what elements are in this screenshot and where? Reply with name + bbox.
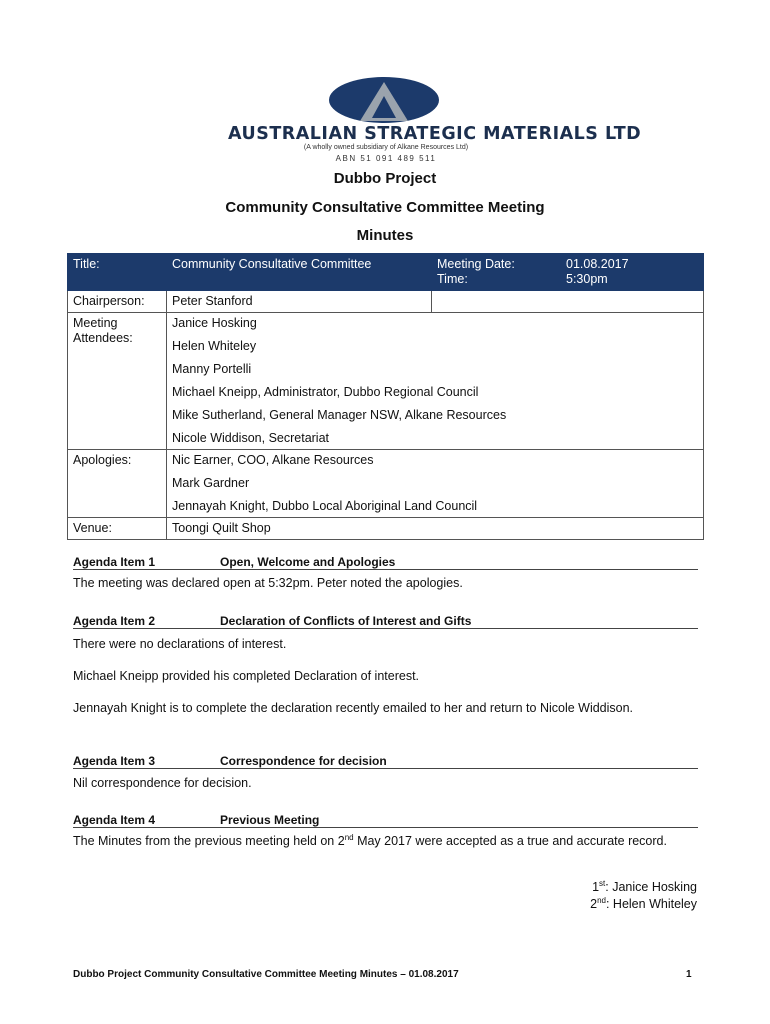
attendees-row <box>68 313 704 450</box>
attendees-label-line-1: Meeting <box>73 316 118 330</box>
venue-label: Venue: <box>68 518 167 540</box>
agenda-item-2-text-1: There were no declarations of interest. <box>73 637 287 651</box>
attendee: Helen Whiteley <box>172 339 257 353</box>
page-number: 1 <box>686 969 692 980</box>
title-label: Title: <box>68 254 167 291</box>
apologies-row <box>68 450 704 518</box>
agenda-item-3-heading <box>73 754 698 769</box>
attendee: Mike Sutherland, General Manager NSW, Alkane Resources <box>172 408 507 422</box>
attendees-label-line-2: Attendees: <box>73 331 133 345</box>
logo-emblem-icon <box>228 76 544 126</box>
time-label: Time: <box>437 272 468 286</box>
attendee: Nicole Widdison, Secretariat <box>172 431 330 445</box>
logo-subsidiary: (A wholly owned subsidiary of Alkane Resources Ltd) <box>303 144 469 151</box>
agenda-item-2-text-3: Jennayah Knight is to complete the declaration recently emailed to her and return to Nicole Widdison. <box>73 701 634 715</box>
agenda-item-title: Correspondence for decision <box>220 754 387 768</box>
chair-empty-cell <box>432 291 704 313</box>
attendee: Manny Portelli <box>172 362 252 376</box>
table-header-row <box>68 254 704 291</box>
ordinal-suffix: nd <box>597 895 606 905</box>
agenda-item-number: Agenda Item 1 <box>73 555 156 569</box>
time-value: 5:30pm <box>566 272 608 286</box>
meeting-details-table <box>67 253 704 540</box>
chair-label: Chairperson: <box>68 291 167 313</box>
page-footer: Dubbo Project Community Consultative Committee Meeting Minutes – 01.08.2017 <box>73 969 459 980</box>
logo-company-name: AUSTRALIAN STRATEGIC MATERIALS LTD <box>228 124 642 144</box>
venue-row <box>68 518 704 540</box>
apologies-list <box>167 450 704 518</box>
date-time-labels <box>432 254 561 291</box>
meeting-title: Community Consultative Committee Meeting <box>225 199 545 216</box>
agenda-item-1-text: The meeting was declared open at 5:32pm. Peter noted the apologies. <box>73 576 463 590</box>
apologies-label: Apologies: <box>68 450 167 518</box>
agenda-item-title: Declaration of Conflicts of Interest and Gifts <box>220 614 472 628</box>
date-time-values <box>561 254 704 291</box>
attendee: Janice Hosking <box>172 316 257 330</box>
title-value: Community Consultative Committee <box>167 254 432 291</box>
agenda-item-2-text-2: Michael Kneipp provided his completed Declaration of interest. <box>73 669 420 683</box>
agenda-item-1-heading <box>73 555 698 570</box>
agenda-item-title: Previous Meeting <box>220 813 320 827</box>
agenda-item-2-heading <box>73 614 698 629</box>
text-part: May 2017 were accepted as a true and accurate record. <box>353 834 667 848</box>
chair-value: Peter Stanford <box>167 291 432 313</box>
project-title: Dubbo Project <box>333 170 437 187</box>
agenda-item-number: Agenda Item 3 <box>73 754 156 768</box>
attendee: Michael Kneipp, Administrator, Dubbo Regional Council <box>172 385 479 399</box>
mover: 1st: Janice Hosking <box>592 878 697 894</box>
doc-type-title: Minutes <box>356 227 414 244</box>
apology: Jennayah Knight, Dubbo Local Aboriginal Land Council <box>172 499 478 513</box>
attendees-label <box>68 313 167 450</box>
date-value: 01.08.2017 <box>566 257 629 271</box>
text-part: The Minutes from the previous meeting held on 2 <box>73 834 345 848</box>
company-logo <box>228 76 642 164</box>
seconder: 2nd: Helen Whiteley <box>590 895 697 911</box>
agenda-item-number: Agenda Item 2 <box>73 614 156 628</box>
agenda-item-4-text <box>73 833 698 849</box>
agenda-item-number: Agenda Item 4 <box>73 813 156 827</box>
ordinal-suffix: nd <box>344 832 354 842</box>
seconder-name: : Helen Whiteley <box>605 897 697 911</box>
logo-abn: ABN 51 091 489 511 <box>335 154 437 163</box>
agenda-item-4-heading <box>73 813 698 828</box>
apology: Mark Gardner <box>172 476 250 490</box>
venue-value: Toongi Quilt Shop <box>167 518 704 540</box>
apology: Nic Earner, COO, Alkane Resources <box>172 453 374 467</box>
date-label: Meeting Date: <box>437 257 515 271</box>
chair-row <box>68 291 704 313</box>
mover-name: : Janice Hosking <box>605 880 697 894</box>
agenda-item-3-text: Nil correspondence for decision. <box>73 776 252 790</box>
ordinal-suffix: st <box>599 878 606 888</box>
agenda-item-title: Open, Welcome and Apologies <box>220 555 396 569</box>
attendees-list <box>167 313 704 450</box>
